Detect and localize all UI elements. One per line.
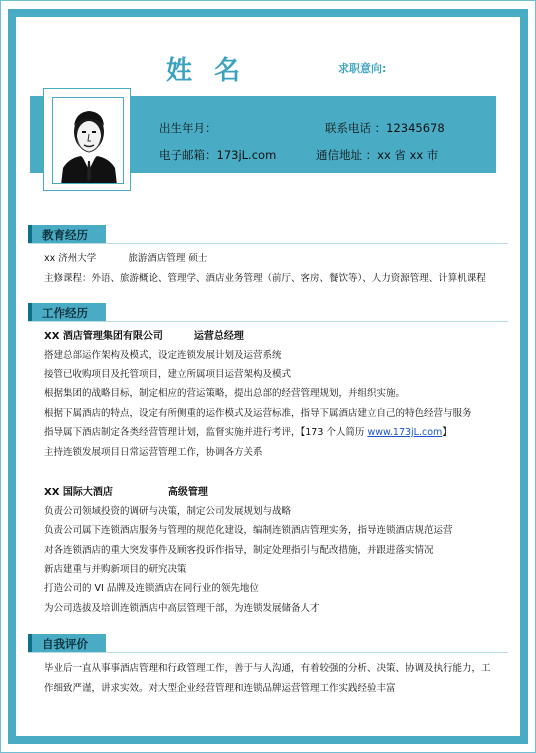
self-eval-divider (28, 652, 508, 653)
job1-header (44, 327, 244, 342)
address-field (316, 147, 438, 163)
name-title: 姓名 (166, 56, 263, 86)
job2-position: 高级管理 (167, 487, 208, 498)
school-name: xx 济州大学 (44, 253, 97, 264)
phone-field (325, 120, 445, 136)
courses-line: 主修课程：外语、旅游概论、管理学、酒店业务管理（前厅、客房、餐饮等）、人力资源管理、计算机课程 (44, 273, 486, 284)
job1-duty: 根据集团的战略目标，制定相应的营运策略，提出总部的经营管理规划，并组织实施。 (44, 388, 406, 399)
job1-duty-text: 指导属下酒店制定各类经营管理计划，监督实施并进行考评，【173 个人简历 (44, 427, 368, 438)
self-eval-section-title: 自我评价 (42, 637, 88, 651)
photo-frame (43, 88, 131, 191)
job2-duty: 对各连锁酒店的重大突发事件及顾客投诉作指导，制定处理指引与配改措施，并跟进落实情况 (44, 545, 434, 556)
address-label: 通信地址 (316, 148, 362, 162)
job1-company: XX 酒店管理集团有限公司 (44, 331, 163, 342)
birth-date-label: 出生年月： (159, 121, 217, 135)
job2-duty: 为公司选拔及培训连锁酒店中高层管理干部，为连锁发展储备人才 (44, 603, 320, 614)
job2-company: XX 国际大酒店 (44, 487, 113, 498)
education-divider (28, 243, 508, 244)
website-link[interactable]: www.173jL.com (367, 427, 443, 438)
email-field (159, 147, 276, 163)
work-divider (28, 321, 508, 322)
job-objective-label: 求职意向: (338, 62, 387, 75)
job1-position: 运营总经理 (193, 331, 244, 342)
phone-value: ：12345678 (374, 121, 445, 135)
job1-duty: 接管已收购项目及托管项目，建立所属项目运营架构及模式 (44, 369, 292, 380)
job2-duty: 新店建重与并购新项目的研究决策 (44, 564, 187, 575)
job1-duty: 搭建总部运作架构及模式，设定连锁发展计划及运营系统 (44, 350, 282, 361)
job1-duty: 根据下属酒店的特点，设定有所侧重的运作模式及运营标准，指导下属酒店建立自己的特色经营与服务 (44, 408, 472, 419)
profile-photo (52, 97, 124, 184)
job1-duty: 主持连锁发展项目日常运营管理工作，协调各方关系 (44, 447, 263, 458)
job2-duty: 负责公司领域投资的调研与决策，制定公司发展规划与战略 (44, 506, 292, 517)
education-section-title: 教育经历 (42, 228, 88, 242)
major-degree: 旅游酒店管理 硕士 (128, 253, 208, 264)
self-eval-line: 毕业后一直从事事酒店管理和行政管理工作，善于与人沟通，有着较强的分析、决策、协调及执行能力，工 (44, 663, 491, 674)
work-section-title: 工作经历 (42, 306, 88, 320)
person-portrait-icon (53, 98, 124, 184)
phone-label: 联系电话 (325, 121, 371, 135)
birth-date-field (159, 120, 217, 136)
job2-header (44, 483, 208, 498)
job2-duty: 负责公司属下连锁酒店服务与管理的规范化建设，编制连锁酒店管理实务，指导连锁酒店规范运营 (44, 525, 453, 536)
self-eval-line: 作细致严谨，讲求实效。对大型企业经营管理和连锁品牌运营管理工作实践经验丰富 (44, 683, 396, 694)
email-value: 173jL.com (216, 148, 277, 162)
job1-duty-with-link (44, 424, 452, 438)
job1-duty-end: 】 (442, 427, 452, 438)
job2-duty: 打造公司的 VI 品牌及连锁酒店在同行业的领先地位 (44, 583, 259, 594)
email-label: 电子邮箱： (159, 148, 217, 162)
address-value: ：xx 省 xx 市 (365, 148, 439, 162)
education-school-row (44, 250, 207, 264)
